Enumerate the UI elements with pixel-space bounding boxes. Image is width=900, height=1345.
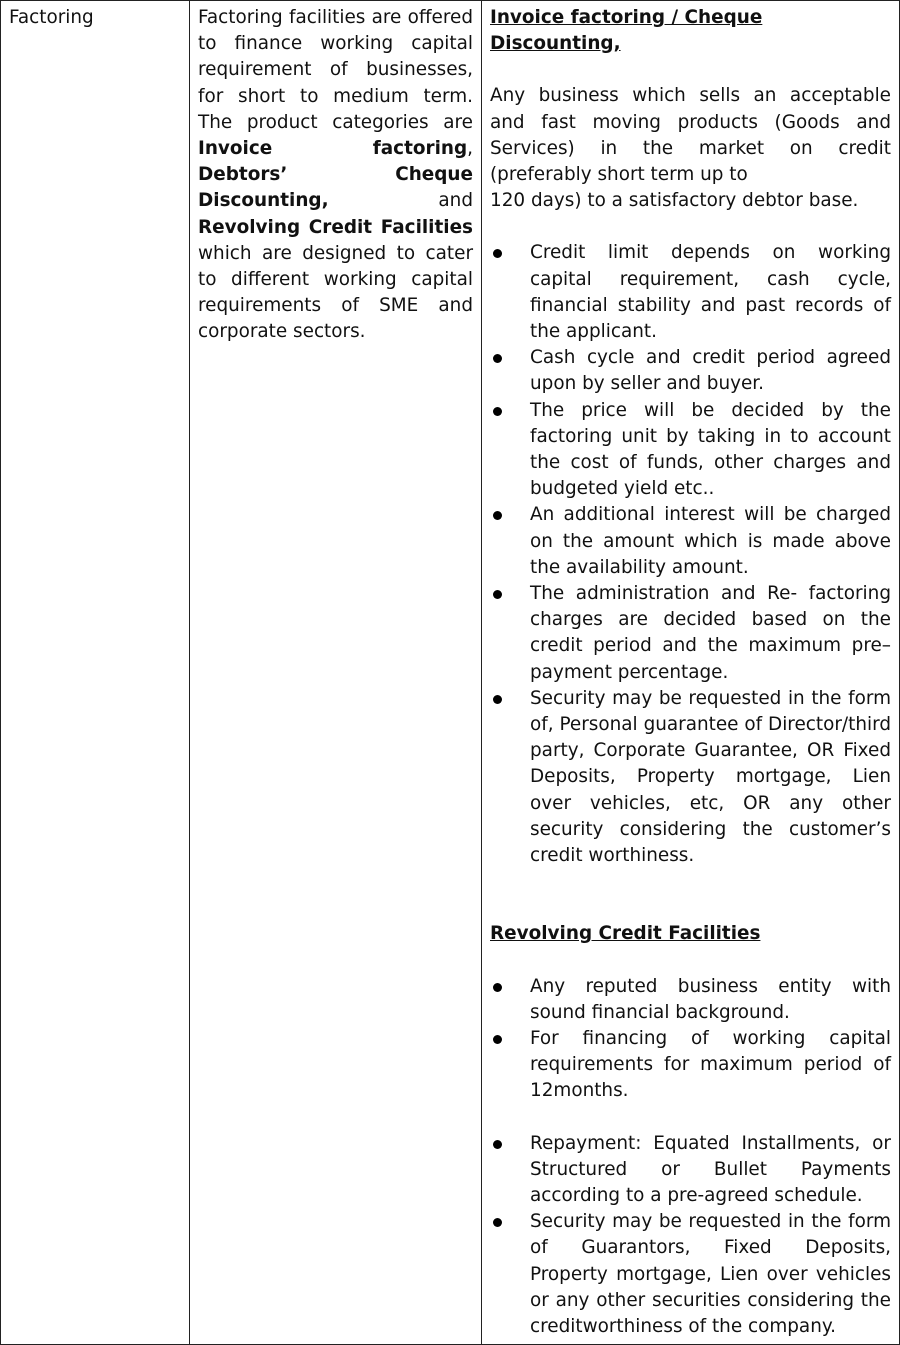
description-text: Factoring facilities are offered to finance working capital requirement of businesses, for short to medium term. The product categories are (198, 7, 473, 133)
bullet-icon (493, 511, 502, 520)
description-cell (190, 1, 482, 1345)
bullet-icon (493, 1035, 502, 1044)
invoice-section-title: Invoice factoring / Cheque Discounting, (490, 7, 763, 55)
list-item (490, 502, 891, 581)
description-bold-cheque-discounting: Debtors’ Cheque Discounting, (198, 164, 473, 212)
product-description (198, 5, 473, 346)
bullet-icon (493, 590, 502, 599)
bullet-icon (493, 695, 502, 704)
list-item-text: Repayment: Equated Installments, or Structured or Bullet Payments according to a pre-agreed schedule. (530, 1132, 891, 1206)
list-item-text: Cash cycle and credit period agreed upon by seller and buyer. (530, 347, 891, 395)
invoice-intro-tail: 120 days) to a satisfactory debtor base. (490, 190, 859, 212)
details-cell (482, 1, 900, 1345)
list-item (490, 581, 891, 686)
list-item-text: An additional interest will be charged on the amount which is made above the availability amount. (530, 504, 891, 578)
list-item-text: Security may be requested in the form of Guarantors, Fixed Deposits, Property mortgage, Lien over vehicles or any other securities considering the creditworthiness of the company. (530, 1211, 891, 1337)
list-item-text: For financing of working capital requirements for maximum period of 12months. (530, 1027, 891, 1102)
description-bold-invoice-factoring: Invoice factoring (198, 138, 468, 160)
bullet-icon (493, 1140, 502, 1149)
spacer (490, 948, 891, 974)
bullet-icon (493, 983, 502, 992)
description-bold-revolving-credit: Revolving Credit Facilities (198, 216, 473, 238)
list-item (490, 1026, 891, 1105)
list-item (490, 686, 891, 869)
description-text: which are designed to cater to different working capital requirements of SME and corporate sectors. (198, 242, 473, 343)
invoice-intro (490, 83, 891, 214)
description-text: and (328, 190, 473, 212)
bullet-icon (493, 354, 502, 363)
bullet-icon (493, 407, 502, 416)
list-item (490, 974, 891, 1026)
list-item-text: The administration and Re- factoring charges are decided based on the credit period and the maximum pre– payment percentage. (530, 583, 891, 683)
list-item (490, 398, 891, 503)
bullet-icon (493, 249, 502, 258)
list-item (490, 1209, 891, 1340)
product-name: Factoring (9, 7, 94, 28)
bullet-icon (493, 1218, 502, 1227)
list-item-text: The price will be decided by the factoring unit by taking in to account the cost of funds, other charges and budgeted yield etc.. (530, 399, 891, 500)
spacer (490, 869, 891, 921)
revolving-bullet-list-a (490, 974, 891, 1105)
spacer (490, 1105, 891, 1131)
list-item (490, 345, 891, 397)
spacer (490, 57, 891, 83)
table-row (1, 1, 900, 1345)
description-text: , (467, 138, 473, 160)
product-name-cell (1, 1, 190, 1345)
revolving-section-title: Revolving Credit Facilities (490, 923, 761, 945)
spacer (490, 214, 891, 240)
invoice-intro-main: Any business which sells an acceptable and fast moving products (Goods and Services) in the market on credit (preferably short term up to (490, 85, 891, 186)
invoice-bullet-list (490, 240, 891, 869)
list-item-text: Any reputed business entity with sound financial background. (530, 975, 891, 1023)
list-item (490, 240, 891, 345)
revolving-bullet-list-b (490, 1131, 891, 1341)
list-item-text: Credit limit depends on working capital requirement, cash cycle, financial stability and past records of the applicant. (530, 242, 891, 343)
list-item-text: Security may be requested in the form of, Personal guarantee of Director/third party, Corporate Guarantee, OR Fixed Deposits, Property mortgage, Lien over vehicles, etc, OR any other security considering the customer’s credit worthiness. (530, 687, 891, 867)
list-item (490, 1131, 891, 1210)
